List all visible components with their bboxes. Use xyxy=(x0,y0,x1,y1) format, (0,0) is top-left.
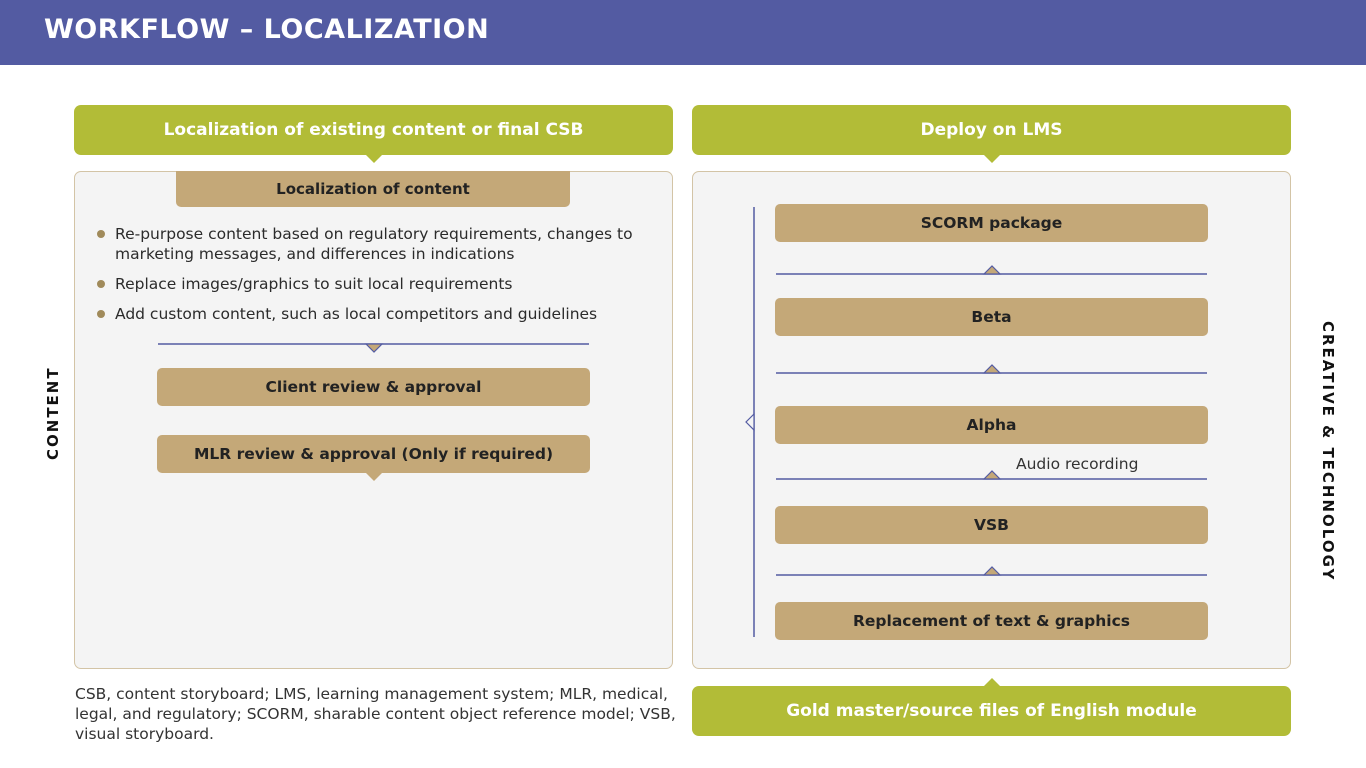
bullet-item: Replace images/graphics to suit local requirements xyxy=(96,274,656,294)
connector-arrow-up xyxy=(984,471,1000,479)
gold-master-label: Gold master/source files of English module xyxy=(786,701,1197,721)
vsb-step: VSB xyxy=(775,506,1208,544)
connector-arrow-up xyxy=(984,266,1000,274)
bullet-item: Re-purpose content based on regulatory requirements, changes to marketing messages, and differences in indications xyxy=(96,224,656,264)
mlr-review-step: MLR review & approval (Only if required) xyxy=(157,435,590,473)
bullet-item: Add custom content, such as local competitors and guidelines xyxy=(96,304,656,324)
connector-arrow-down xyxy=(366,344,382,352)
alpha-step: Alpha xyxy=(775,406,1208,444)
creative-technology-side-label: CREATIVE & TECHNOLOGY xyxy=(1319,321,1337,582)
scorm-package-step: SCORM package xyxy=(775,204,1208,242)
page-title: WORKFLOW – LOCALIZATION xyxy=(44,14,490,45)
mlr-step-arrow xyxy=(366,473,382,481)
connector-arrow-up xyxy=(984,365,1000,373)
audio-recording-note: Audio recording xyxy=(1016,455,1139,473)
content-header-label: Localization of existing content or final CSB xyxy=(163,120,584,140)
beta-step: Beta xyxy=(775,298,1208,336)
client-review-step: Client review & approval xyxy=(157,368,590,406)
deploy-header-label: Deploy on LMS xyxy=(920,120,1063,140)
bracket-arrow-left xyxy=(746,414,754,430)
abbreviations-footnote: CSB, content storyboard; LMS, learning management system; MLR, medical, legal, and regulatory; SCORM, sharable content object reference model; VSB, visual storyboard. xyxy=(75,685,676,743)
replacement-step: Replacement of text & graphics xyxy=(775,602,1208,640)
localization-section-tab: Localization of content xyxy=(176,171,570,207)
content-side-label: CONTENT xyxy=(44,366,62,460)
connector-arrow-up xyxy=(984,567,1000,575)
